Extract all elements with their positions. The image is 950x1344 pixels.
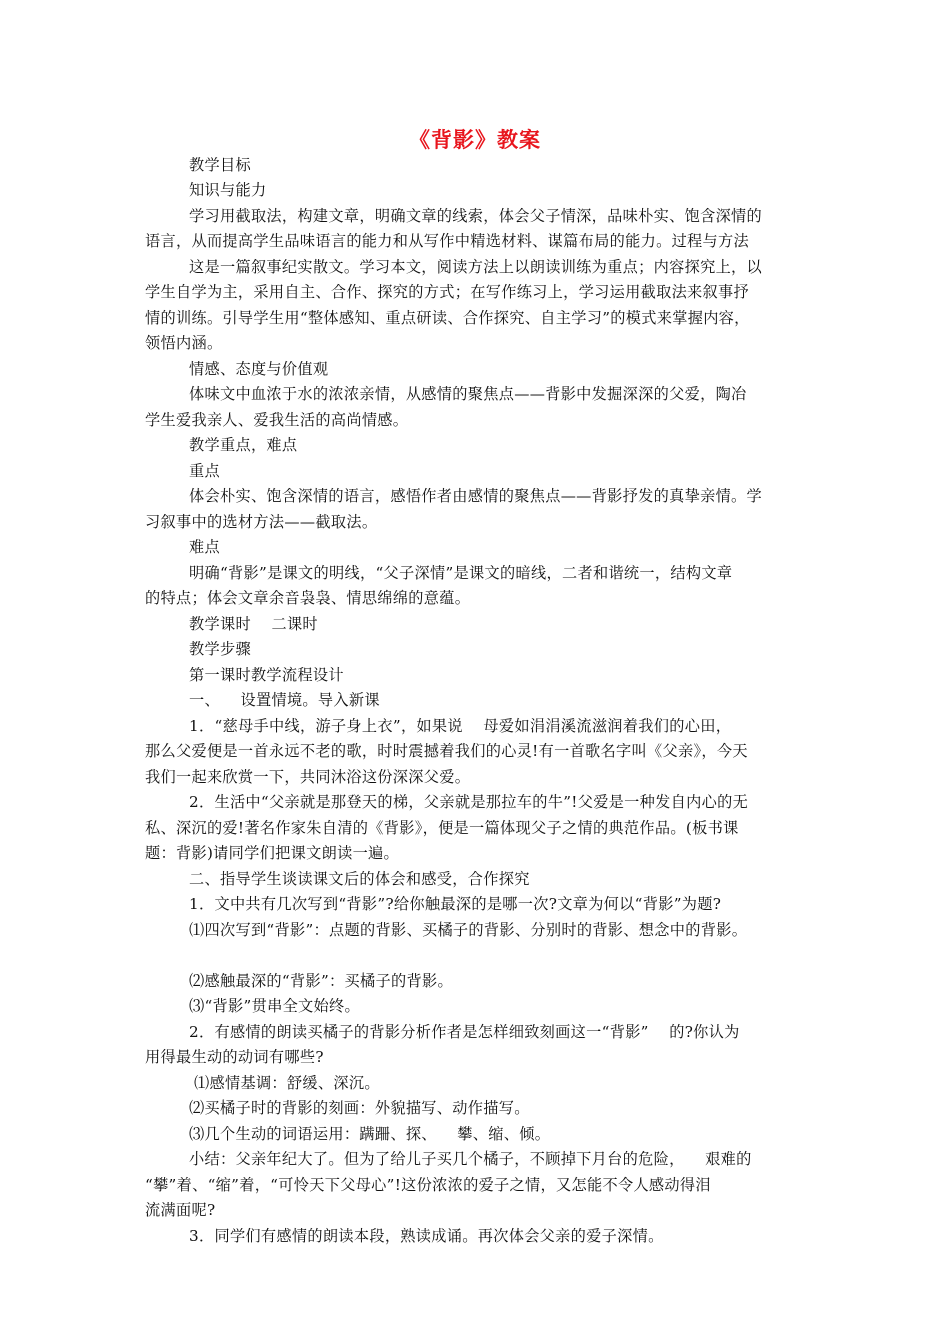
text-line: 习叙事中的选材方法——截取法。 bbox=[145, 513, 378, 531]
text-line: 体会朴实、饱含深情的语言，感悟作者由感情的聚焦点——背影抒发的真挚亲情。学 bbox=[189, 487, 763, 505]
text-line: 学习用截取法，构建文章，明确文章的线索，体会父子情深，品味朴实、饱含深情的 bbox=[189, 207, 763, 225]
text-line: ⑶“背影”贯串全文始终。 bbox=[189, 997, 361, 1015]
text-line: 1．“慈母手中线，游子身上衣”，如果说 母爱如涓涓溪流滋润着我们的心田， bbox=[189, 717, 732, 735]
text-line: ⑶几个生动的词语运用：蹒跚、探、 攀、缩、倾。 bbox=[189, 1125, 551, 1143]
page-title: 《背影》教案 bbox=[409, 128, 541, 152]
text-line: 体味文中血浓于水的浓浓亲情，从感情的聚焦点——背影中发掘深深的父爱，陶冶 bbox=[189, 385, 747, 403]
text-line: 明确“背影”是课文的明线，“父子深情”是课文的暗线，二者和谐统一，结构文章 bbox=[189, 564, 733, 582]
text-line: 2．生活中“父亲就是那登天的梯，父亲就是那拉车的牛”!父爱是一种发自内心的无 bbox=[189, 793, 749, 811]
text-line: 题：背影)请同学们把课文朗读一遍。 bbox=[145, 844, 400, 862]
text-line: 私、深沉的爱!著名作家朱自清的《背影》，便是一篇体现父子之情的典范作品。(板书课 bbox=[145, 819, 739, 837]
text-line: 第一课时教学流程设计 bbox=[189, 666, 344, 684]
text-line: 情感、态度与价值观 bbox=[189, 360, 329, 378]
text-line: 重点 bbox=[189, 462, 220, 480]
text-line: 领悟内涵。 bbox=[145, 334, 223, 352]
text-line: 教学步骤 bbox=[189, 640, 251, 658]
text-line: ⑵买橘子时的背影的刻画：外貌描写、动作描写。 bbox=[189, 1099, 530, 1117]
text-line: 知识与能力 bbox=[189, 181, 267, 199]
text-line: 一、 设置情境。导入新课 bbox=[189, 691, 380, 709]
text-line: 二、指导学生谈读课文后的体会和感受，合作探究 bbox=[189, 870, 530, 888]
text-line: 小结：父亲年纪大了。但为了给儿子买几个橘子，不顾掉下月台的危险， 艰难的 bbox=[189, 1150, 752, 1168]
text-line: ⑴感情基调：舒缓、深沉。 bbox=[194, 1074, 380, 1092]
text-line: 语言，从而提高学生品味语言的能力和从写作中精选材料、谋篇布局的能力。过程与方法 bbox=[145, 232, 750, 250]
text-line: 3．同学们有感情的朗读本段，熟读成诵。再次体会父亲的爱子深情。 bbox=[189, 1227, 664, 1245]
text-line: ⑴四次写到“背影”：点题的背影、买橘子的背影、分别时的背影、想念中的背影。 bbox=[189, 921, 748, 939]
text-line: 的特点；体会文章余音袅袅、情思绵绵的意蕴。 bbox=[145, 589, 471, 607]
text-line: 用得最生动的动词有哪些? bbox=[145, 1048, 324, 1066]
text-line: 学生自学为主，采用自主、合作、探究的方式；在写作练习上，学习运用截取法来叙事抒 bbox=[145, 283, 750, 301]
text-line: 难点 bbox=[189, 538, 220, 556]
text-line: 这是一篇叙事纪实散文。学习本文，阅读方法上以朗读训练为重点；内容探究上，以 bbox=[189, 258, 763, 276]
text-line: 教学课时 二课时 bbox=[189, 615, 318, 633]
text-line: 2．有感情的朗读买橘子的背影分析作者是怎样细致刻画这一“背影” 的?你认为 bbox=[189, 1023, 740, 1041]
text-line: 情的训练。引导学生用“整体感知、重点研读、合作探究、自主学习”的模式来掌握内容， bbox=[145, 309, 750, 327]
text-line: 教学重点，难点 bbox=[189, 436, 298, 454]
text-line: 学生爱我亲人、爱我生活的高尚情感。 bbox=[145, 411, 409, 429]
text-line: “攀”着、“缩”着，“可怜天下父母心”!这份浓浓的爱子之情，又怎能不令人感动得泪 bbox=[145, 1176, 711, 1194]
text-line: 1．文中共有几次写到“背影”?给你触最深的是哪一次?文章为何以“背影”为题? bbox=[189, 895, 722, 913]
text-line: 那么父爱便是一首永远不老的歌，时时震撼着我们的心灵!有一首歌名字叫《父亲》，今天 bbox=[145, 742, 748, 760]
text-line: 我们一起来欣赏一下，共同沐浴这份深深父爱。 bbox=[145, 768, 471, 786]
text-line: ⑵感触最深的“背影”：买橘子的背影。 bbox=[189, 972, 453, 990]
text-line: 流满面呢? bbox=[145, 1201, 216, 1219]
text-line: 教学目标 bbox=[189, 156, 251, 174]
